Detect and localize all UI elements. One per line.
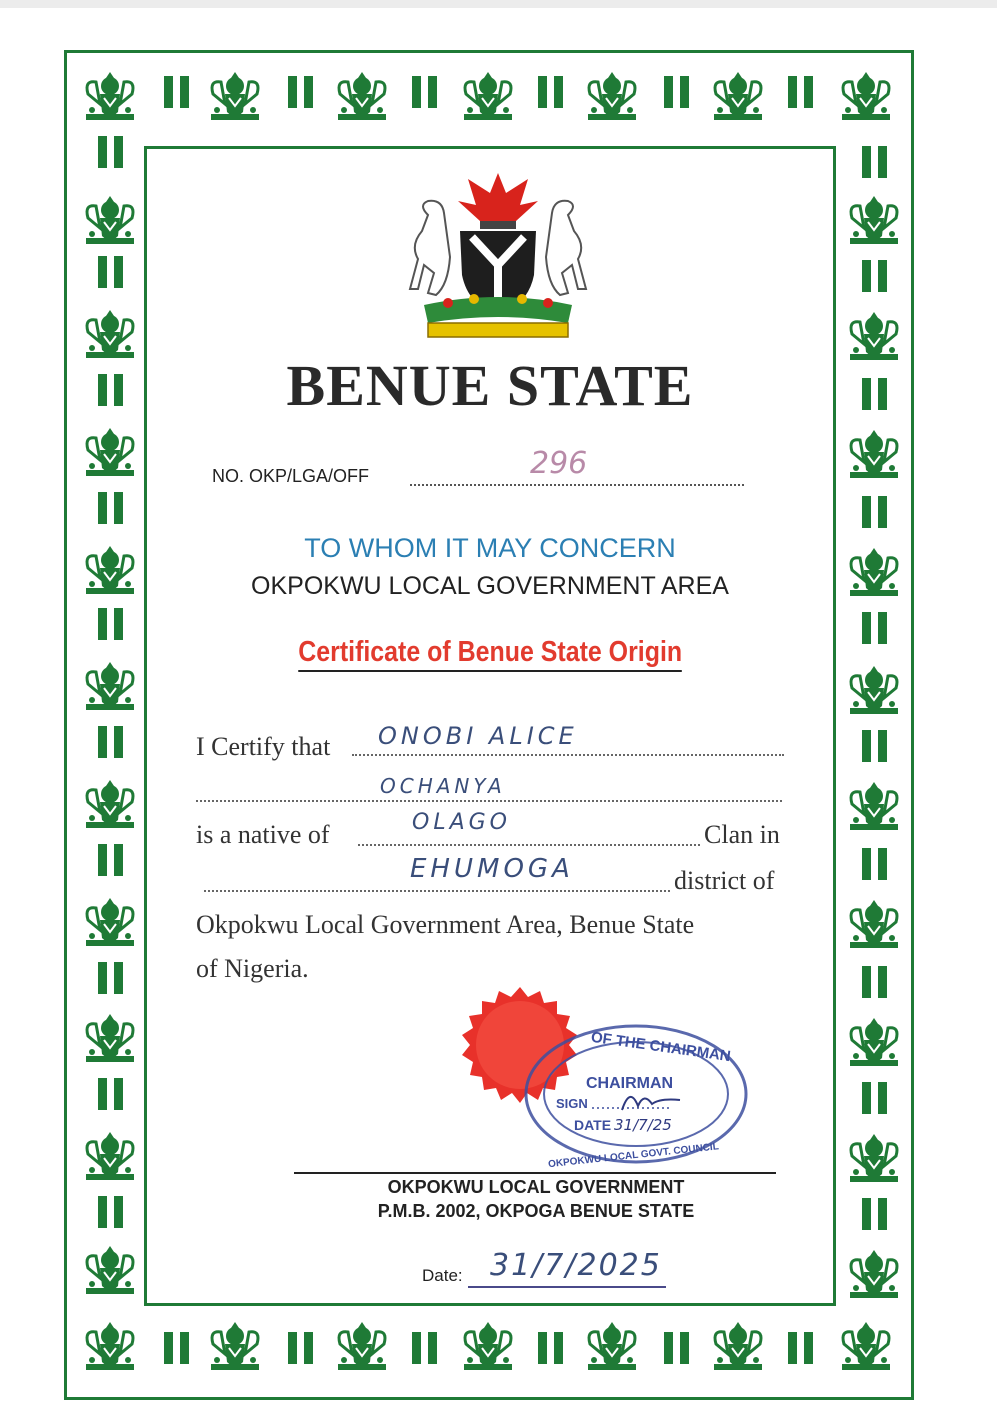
stamp-sign-label: SIGN (556, 1096, 588, 1111)
stamp-title: CHAIRMAN (586, 1075, 674, 1092)
signature-line (294, 1172, 776, 1174)
date-value: 31/7/2025 (490, 1248, 662, 1283)
top-edge-strip (0, 0, 997, 8)
stamp-bottom-text: OKPOKWU LOCAL GOVT. COUNCIL (547, 1141, 720, 1170)
lga-heading: OKPOKWU LOCAL GOVERNMENT AREA (251, 572, 729, 600)
chairman-stamp-icon (520, 1020, 752, 1170)
office-address: P.M.B. 2002, OKPOGA BENUE STATE (377, 1201, 695, 1221)
coat-of-arms-icon (388, 165, 608, 350)
stamp-date-value: 31/7/25 (614, 1116, 672, 1134)
certify-label: I Certify that (196, 732, 331, 761)
state-title: BENUE STATE (286, 353, 694, 418)
stamp-top-text: OF THE CHAIRMAN (589, 1028, 732, 1066)
salutation: TO WHOM IT MAY CONCERN (304, 533, 676, 563)
certificate-title-wrap (144, 636, 836, 672)
date-label: Date: (422, 1266, 463, 1285)
reference-number: 296 (530, 446, 588, 481)
clan-label: Clan in (704, 820, 780, 849)
country-line: of Nigeria. (196, 954, 309, 983)
certificate-title: Certificate of Benue State Origin (298, 636, 682, 672)
clan-dotted-line (358, 832, 700, 846)
date-underline (468, 1286, 666, 1288)
clan-value: OLAGO (412, 810, 511, 835)
name-line-1: ONOBI ALICE (378, 722, 578, 750)
native-label: is a native of (196, 820, 330, 849)
office-name: OKPOKWU LOCAL GOVERNMENT (387, 1177, 685, 1197)
reference-label: NO. OKP/LGA/OFF (212, 466, 370, 486)
stamp-date-label: DATE (574, 1117, 612, 1133)
district-label: district of (674, 866, 775, 895)
district-value: EHUMOGA (410, 854, 574, 884)
lga-line: Okpokwu Local Government Area, Benue State (196, 910, 695, 939)
name-line-2: OCHANYA (380, 774, 506, 798)
